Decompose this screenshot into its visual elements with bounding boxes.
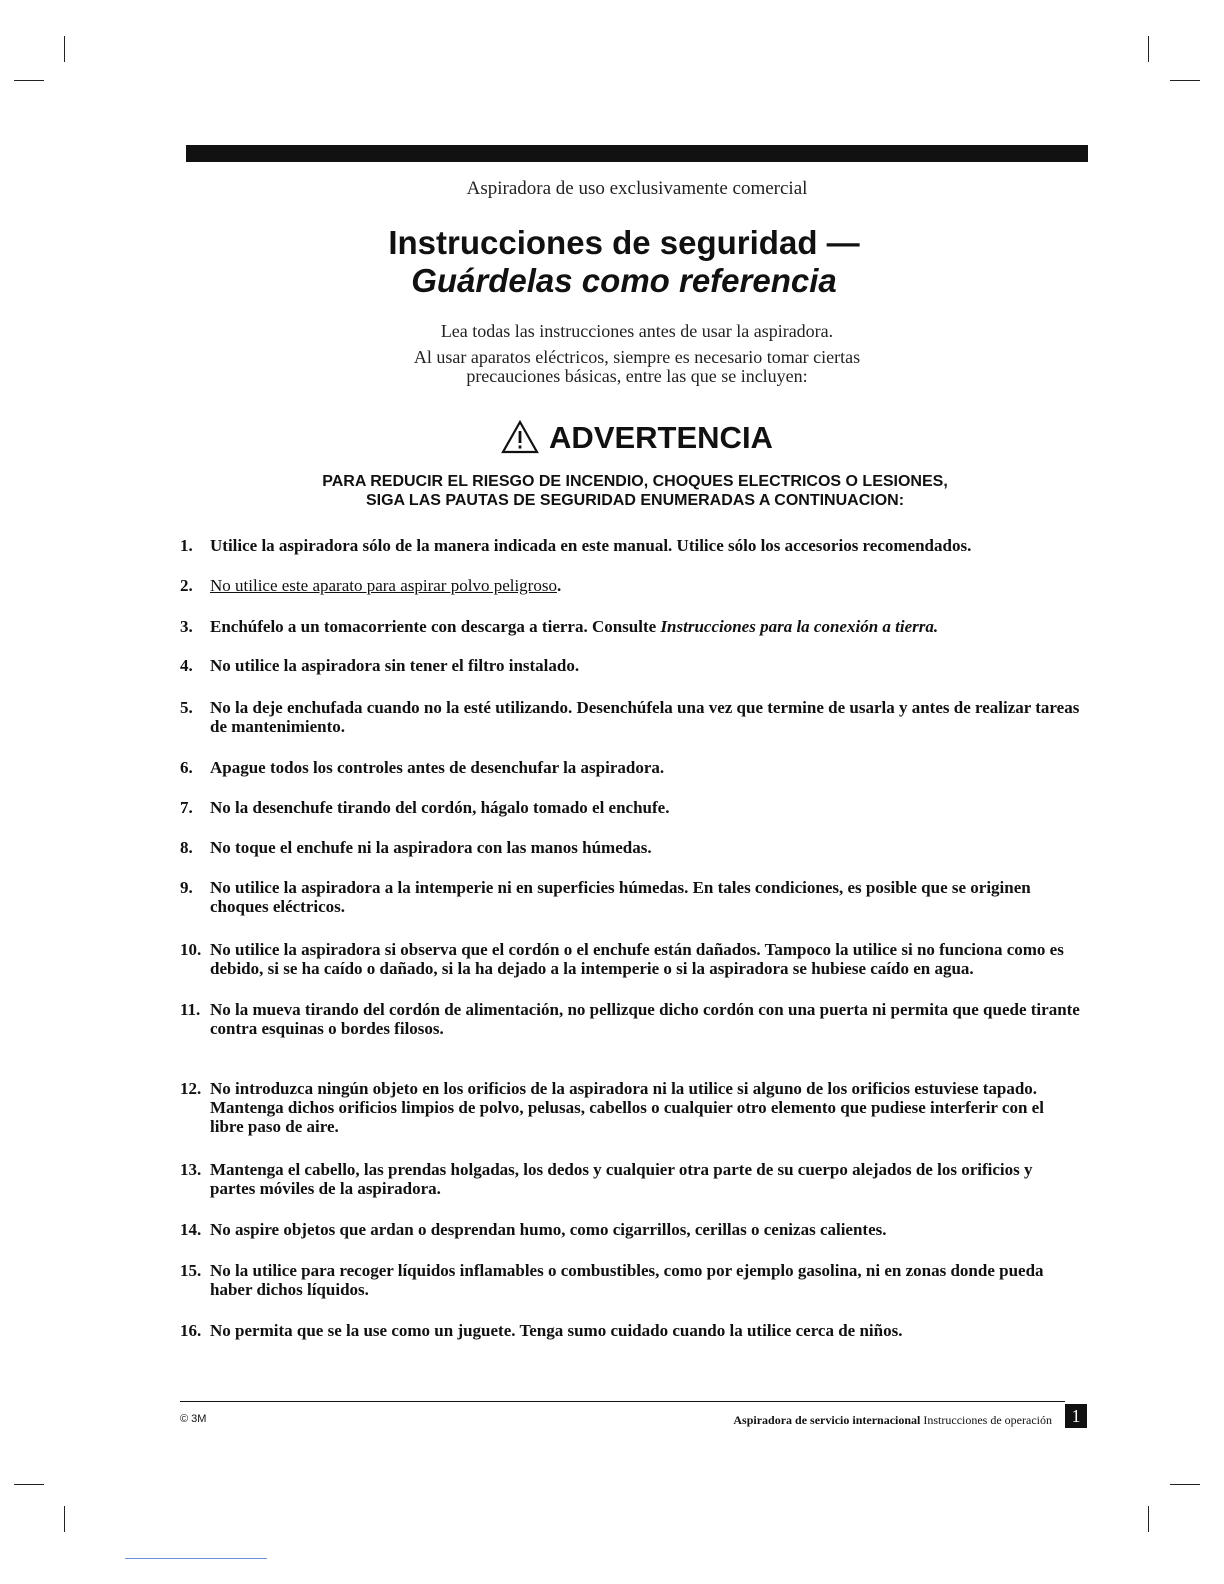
item-number: 13. [180, 1160, 202, 1179]
list-item [180, 838, 1080, 857]
list-item [180, 617, 1080, 636]
item-number: 14. [180, 1220, 202, 1239]
item-reference: Instrucciones para la conexión a tierra. [660, 617, 939, 636]
list-item: 2. No utilice este aparato para aspirar polvo peligroso. [180, 576, 562, 595]
warning-triangle-icon [501, 420, 539, 454]
crop-mark [1148, 36, 1149, 62]
list-item [180, 758, 1080, 777]
list-item [180, 940, 1080, 978]
list-item [180, 1220, 1080, 1239]
header-bar [186, 145, 1088, 162]
item-number: 5. [180, 698, 193, 717]
item-text: No la utilice para recoger líquidos inflamables o combustibles, como por ejemplo gasolina, ni en zonas donde pueda haber dichos líquidos. [210, 1261, 1044, 1299]
footer-copyright: © 3M [180, 1413, 207, 1425]
item-text: No utilice la aspiradora si observa que el cordón o el enchufe están dañados. Tampoco la utilice si no funciona como es debido, si se ha caído o dañado, si la ha dejado a la intemperie o si la aspiradora se hubiese caído en agua. [210, 940, 1064, 978]
list-item [180, 878, 1080, 916]
item-number: 10. [180, 940, 202, 959]
item-number: 8. [180, 838, 193, 857]
warning-title: ADVERTENCIA [549, 420, 773, 455]
crop-mark [64, 1506, 65, 1532]
list-item [180, 1321, 1080, 1340]
item-text: No la mueva tirando del cordón de alimentación, no pellizque dicho cordón con una puerta ni permita que quede tirante contra esquinas o bordes filosos. [210, 1000, 1080, 1038]
item-text: No utilice la aspiradora sin tener el filtro instalado. [210, 656, 580, 675]
warning-heading [0, 420, 1224, 456]
list-item [180, 656, 1080, 675]
item-text: Enchúfelo a un tomacorriente con descarga a tierra. Consulte [210, 617, 661, 636]
crop-mark [1170, 1484, 1200, 1485]
item-text: No la deje enchufada cuando no la esté utilizando. Desenchúfela una vez que termine de usarla y antes de realizar tareas de mantenimiento. [210, 698, 1080, 736]
crop-mark [1170, 80, 1200, 81]
document-subtitle: Aspiradora de uso exclusivamente comercial [466, 178, 808, 199]
intro-line-2: Al usar aparatos eléctricos, siempre es necesario tomar ciertas precauciones básicas, entre las que se incluyen: [413, 347, 861, 386]
page-number: 1 [1065, 1404, 1087, 1428]
footer-rule [180, 1401, 1065, 1402]
item-number: 9. [180, 878, 193, 897]
item-text: Mantenga el cabello, las prendas holgadas, los dedos y cualquier otra parte de su cuerpo alejados de los orificios y partes móviles de la aspiradora. [210, 1160, 1033, 1198]
list-item [180, 1000, 1080, 1038]
intro-line-1: Lea todas las instrucciones antes de usar la aspiradora. [440, 321, 834, 341]
list-item [180, 698, 1080, 736]
item-number: 12. [180, 1079, 202, 1098]
warning-subtitle: PARA REDUCIR EL RIESGO DE INCENDIO, CHOQUES ELECTRICOS O LESIONES, SIGA LAS PAUTAS DE SEGURIDAD ENUMERADAS A CONTINUACION: [322, 473, 948, 509]
crop-mark [14, 1484, 44, 1485]
item-number: 16. [180, 1321, 202, 1340]
item-text: No la desenchufe tirando del cordón, hágalo tomado el enchufe. [210, 798, 670, 817]
list-item [180, 1160, 1080, 1198]
list-item [180, 1261, 1080, 1299]
intro-text [0, 320, 1224, 392]
page-title [0, 224, 1224, 300]
item-text: No utilice la aspiradora a la intemperie ni en superficies húmedas. En tales condiciones, es posible que se originen choques eléctricos. [210, 878, 1031, 916]
item-number: 11. [180, 1000, 201, 1019]
item-text: No aspire objetos que ardan o desprendan humo, como cigarrillos, cerillas o cenizas calientes. [210, 1220, 887, 1239]
item-number: 4. [180, 656, 193, 675]
item-number: 6. [180, 758, 193, 777]
item-text: No utilice este aparato para aspirar polvo peligroso [210, 576, 557, 595]
title-line-2: Guárdelas como referencia [411, 262, 837, 299]
item-number: 3. [180, 617, 193, 636]
footer-doc: Instrucciones de operación [923, 1413, 1052, 1427]
list-item [180, 798, 1080, 817]
item-text: Utilice la aspiradora sólo de la manera indicada en este manual. Utilice sólo los accesorios recomendados. [210, 536, 972, 555]
crop-mark [1148, 1506, 1149, 1532]
footer-product: Aspiradora de servicio internacional [733, 1413, 921, 1427]
item-number: 2. [180, 576, 193, 595]
item-number: 1. [180, 536, 193, 555]
title-line-1: Instrucciones de seguridad — [388, 224, 860, 261]
footer-title [733, 1413, 1052, 1428]
item-text: No introduzca ningún objeto en los orificios de la aspiradora ni la utilice si alguno de los orificios estuviese tapado. Mantenga dichos orificios limpios de polvo, pelusas, cabellos o cualquier otro elemento que pudiese interferir con el libre paso de aire. [210, 1079, 1044, 1136]
item-text: Apague todos los controles antes de desenchufar la aspiradora. [210, 758, 665, 777]
list-item [180, 1079, 1080, 1136]
crop-mark [64, 36, 65, 62]
item-number: 15. [180, 1261, 202, 1280]
item-number: 7. [180, 798, 193, 817]
list-item [180, 536, 1080, 555]
item-text: No permita que se la use como un juguete. Tenga sumo cuidado cuando la utilice cerca de niños. [210, 1321, 903, 1340]
crop-mark [14, 80, 44, 81]
item-text: No toque el enchufe ni la aspiradora con las manos húmedas. [210, 838, 652, 857]
bottom-rule [125, 1558, 267, 1559]
